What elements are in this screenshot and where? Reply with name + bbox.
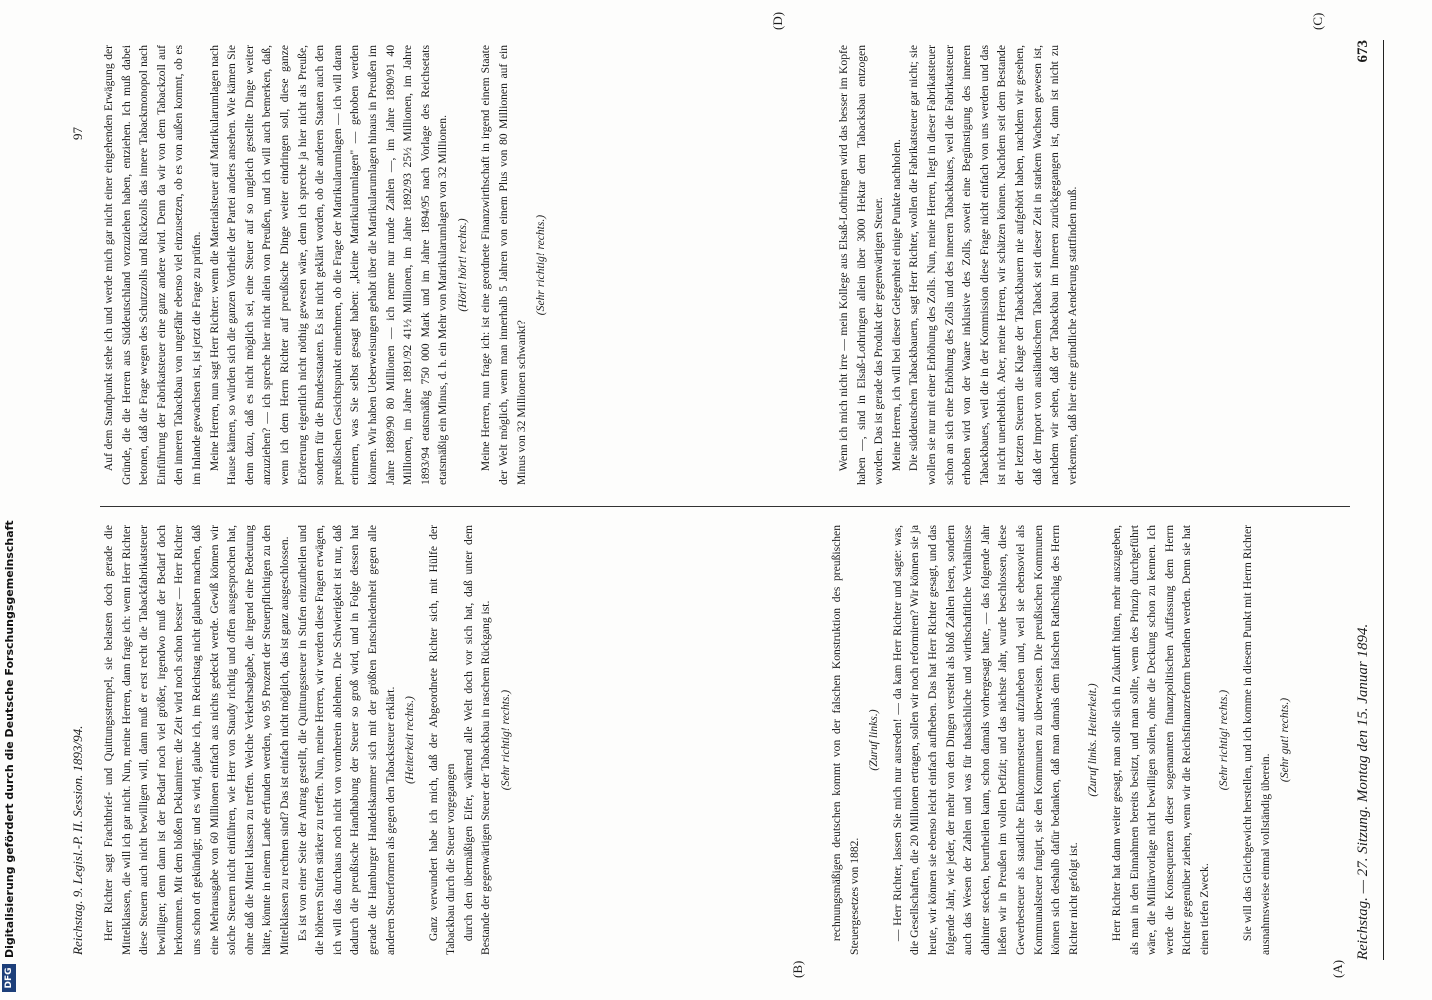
paragraph: Herr Richter sagt Frachtbrief- und Quittungsstempel, sie belasten doch gerade die Mittelklassen, die will ich gar nicht. Nun, meine Herren, dann frage ich: wenn Herr Richter diese Steuern auch nicht bewilligen will, dann muß er erst recht die Tabackfabrikatsteuer bewilligen; denn dann ist der Bedarf noch viel größer, irgendwo muß der Bedarf doch herkommen. Mit dem bloßen Deklamiren: die Zeit wird noch schon besser — Herr Richter uns schon oft gekündigt; und es wird, glaube ich, im Reichstag nicht glauben machen, daß eine Mehrausgabe von 60 Millionen einfach aus nichts gedeckt werde. Gewiß können wir solche Steuern nicht einführen, wie Herr von Staudy richtig und offen ausgesprochen hat, ohne daß die Mittel klassen zu treffen. Welche Verkehrsabgabe, die irgend eine Bedeutung hätte, könnte in einem Lande erfunden werden, wo 95 Prozent der Steuerpflichtigen zu den Mittelklassen zu rechnen sind? Das ist einfach nicht möglich, das ist ganz ausgeschlossen. — [102, 525, 291, 955]
paragraph: Wenn ich mich nicht irre — mein Kollege aus Elsaß-Lothringen wird das besser im Kopfe haben —, sind in Elsaß-Lothringen allein über 3000 Hektar dem Tabacksbau entzogen worden. Das ist gerade das Produkt der gegenwärtigen Steuer. — [837, 45, 886, 485]
margin-marker-b: (B) — [790, 960, 805, 978]
paragraph: Meine Herren, nun sagt Herr Richter: wenn die Materialsteuer auf Matrikularumlagen nach Hause kämen, so würden sich die ganzen Vortheile der Partei anders ansehen. Wie kämen Sie denn dazu, daß es nicht möglich sei, eine Steuer auf so ungleich gestellte Dinge weiter anzuziehen? — ich spreche hier nicht allein von Preußen, und ich will auch bemerken, daß, wenn ich dem Herrn Richter auf preußische Dinge weiter eindringen soll, diese ganze Erörterung eigentlich nicht nöthig gewesen wäre, denn ich spreche ja hier nicht als Preuße, sondern für die Bundesstaaten. Es ist nicht geklärt worden, ob die anderen Staaten auch den preußischen Gesichtspunkt einnehmen, ob die Frage der Matrikularumlagen — ich will daran erinnern, was Sie selbst gesagt haben: „kleine Matrikularumlagen" — gehoben werden können. Wir haben Ueberweisungen gehabt über die Matrikularumlagen hinaus in Preußen im Jahre 1889/90 80 Millionen — ich nenne nur runde Zahlen —, im Jahre 1890/91 40 Millionen, im Jahre 1891/92 41½ Millionen, im Jahre 1892/93 25½ Millionen, im Jahre 1893/94 etatsmäßig 750 000 Mark und im Jahre 1894/95 nach Vorlage des Reichsetats etatsmäßig ein Minus, d. h. ein Mehr von Matrikularumlagen von 32 Millionen. — [207, 45, 450, 485]
margin-marker-a: (A) — [1330, 959, 1345, 978]
paragraph: Die süddeutschen Tabackbauern, sagt Herr Richter, wollen die Fabrikatsteuer gar nicht; sie wollen sie nur mit einer Erhöhung des Zolls. Nun, meine Herren, liegt in dieser Fabrikatsteuer schon an sich eine Erhöhung des Zolls und des inneren Tabackbaues, weil die Fabrikatsteuer erhoben wird von der Waare inklusive des Zolls, soweit eine Begünstigung des inneren Tabackbaues, weil die in der Kommission diese Frage nicht einfach von uns werden und das ist nicht unerheblich. Aber, meine Herren, wir schätzen können. Nachdem seit dem Bestande der letzten Steuern die Klage der Tabackbauern nie aufgehört haben, nachdem wir gesehen, daß der Import von ausländischem Taback seit dieser Zeit in starkem Wachsen gewesen ist, nachdem wir sehen, daß der Tabackbau im Inneren zurückgegangen ist, dann ist nicht zu verkennen, daß hier eine gründliche Aenderung stattfinden muß. — [907, 45, 1079, 485]
interjection: (Zuruf links.) — [867, 709, 881, 771]
paragraph: durch den übermäßigen Eifer, während alle Welt doch vor sich hat, daß unter dem Bestande der gegenwärtigen Steuer der Tabackbau in raschem Rückgang ist. — [461, 525, 493, 955]
running-header — [1355, 40, 1381, 960]
interjection: (Heiterkeit rechts.) — [403, 696, 417, 784]
paragraph: Meine Herren, nun frage ich: ist eine geordnete Finanzwirthschaft in irgend einem Staate der Welt möglich, wenn man innerhalb 5 Jahren von einem Plus von 80 Millionen auf ein Minus von 32 Millionen schwankt? — [479, 45, 528, 485]
paragraph: Sie will das Gleichgewicht herstellen, und ich komme in diesem Punkt mit Herrn Richter ausnahmsweise einmal vollständig überein. — [1241, 525, 1272, 955]
column-lower-right — [100, 45, 830, 485]
paragraph: Herr Richter hat dann weiter gesagt, man solle sich in Zukunft hüten, mehr auszugeben, als man in den Einnahmen bereits besitzt, und man sollte, wenn des Prinzip durchgeführt wäre, die Militärvorlage nicht bewilligen sollen, ohne die Deckung schon zu kennen. Ich werde die Konsequenzen dieser sogenannten finanzpolitischen Auffassung dem Herrn Richter gegenüber ziehen, wenn wir die Reichsfinanzreform berathen werden. Denn sie hat einen tiefen Zweck. — [1109, 525, 1211, 955]
interjection: (Zuruf links. Heiterkeit.) — [1086, 683, 1100, 797]
paragraph: Es ist von einer Seite der Antrag gestellt, die Quittungssteuer in Stufen einzutheilen und die höheren Stufen stärker zu treffen. Nun, meine Herren, wir werden diese Fragen erwägen, ich will das durchaus noch nicht von vornherein ablehnen. Die Schwierigkeit ist nur, daß dadurch die preußische Handhabung der Steuer so groß wird, und in Folge dessen hat gerade die Hamburger Handelskammer sich mit der größten Entschiedenheit gegen alle anderen Steuerformen als gegen den Tabacksteuer erklärt. — [295, 525, 397, 955]
interjection: (Hört! hört! rechts.) — [455, 218, 469, 312]
digitization-credit — [0, 0, 20, 1000]
footer-page-number: 97 — [70, 127, 85, 140]
paragraph: rechnungsmäßigen deutschen kommt von der falschen Konstruktion des preußischen Steuergesetzes von 1882. — [830, 525, 861, 955]
column-upper-right — [835, 45, 1350, 485]
interjection: (Sehr gut! rechts.) — [1278, 697, 1292, 783]
header-page-number: 673 — [1355, 40, 1371, 63]
header-rule — [1383, 40, 1384, 960]
dfg-logo: DFG — [2, 964, 16, 992]
interjection: (Sehr richtig! rechts.) — [1217, 689, 1231, 791]
interjection: (Sehr richtig! rechts.) — [534, 214, 548, 316]
column-lower-left — [100, 525, 820, 955]
paragraph: Auf dem Standpunkt stehe ich und werde mich gar nicht einer eingehenden Erwägung der Gründe, die die Herren aus Süddeutschland vorzuziehen haben, entziehen. Ich muß dabei betonen, daß die Frage wegen des Schutzzolls und Rückzolls das innere Tabackmonopol nach Einführung der Fabrikatsteuer eine ganz andere wird. Denn da wir von dem Tabackzoll auf den inneren Tabackbau von ungefähr ebenso viel einzusetzen, ob es von außen kommt, ob es im Inlande gewachsen ist, ist jetzt die Frage zu prüfen. — [102, 45, 203, 485]
paragraph: — Herr Richter, lassen Sie mich nur ausreden! — da kam Herr Richter und sagte: was, die Gesellschaften, die 20 Millionen ertragen, sollen wir noch reformiren? Wir können sie ja heute, wir können sie ebenso leicht einfach aufheben. Das hat Herr Richter gesagt, und das folgende Jahr, wie jeder, der mehr von den Dingen versteht als bloß Zahlen lesen, sondern auch das Wesen der Zahlen und was für thatsächliche und wirthschaftliche Verhältnisse dahinter stecken, beurtheilen kann, schon damals vorhergesagt hatte, — das folgende Jahr ließen wir in Preußen im vollen Defizit; und das nächste Jahr, wurde beschlossen, diese Gewerbesteuer als staatliche Einkommensteuer aufzuheben und, weil sie ebensoviel als Kommunalsteuer fungirt, sie den Kommunen zu überweisen. Die preußischen Kommunen können sich deshalb dafür bedanken, daß man damals dem falschen Rathschlag des Herrn Richter nicht gefolgt ist. — [890, 525, 1080, 955]
column-upper-left — [828, 525, 1348, 955]
paragraph: Meine Herren, ich will bei dieser Gelegenheit einige Punkte nachholen. — [889, 139, 903, 472]
column-divider — [100, 506, 1350, 507]
margin-marker-d: (D) — [770, 11, 785, 30]
credit-text: Digitalisierung gefördert durch die Deutsche Forschungsgemeinschaft — [3, 520, 16, 958]
header-title: Reichstag. — 27. Sitzung. Montag den 15. Januar 1894. — [1355, 623, 1371, 960]
interjection: (Sehr richtig! rechts.) — [499, 689, 513, 791]
paragraph: Ganz verwundert habe ich mich, daß der Abgeordnete Richter sich, mit Hülfe der Tabackbau durch die Steuer vorgegangen — [426, 525, 458, 955]
margin-marker-c: (C) — [1310, 12, 1325, 30]
footer-reference: Reichstag. 9. Legisl.-P. II. Session. 1893/94. — [70, 725, 85, 955]
